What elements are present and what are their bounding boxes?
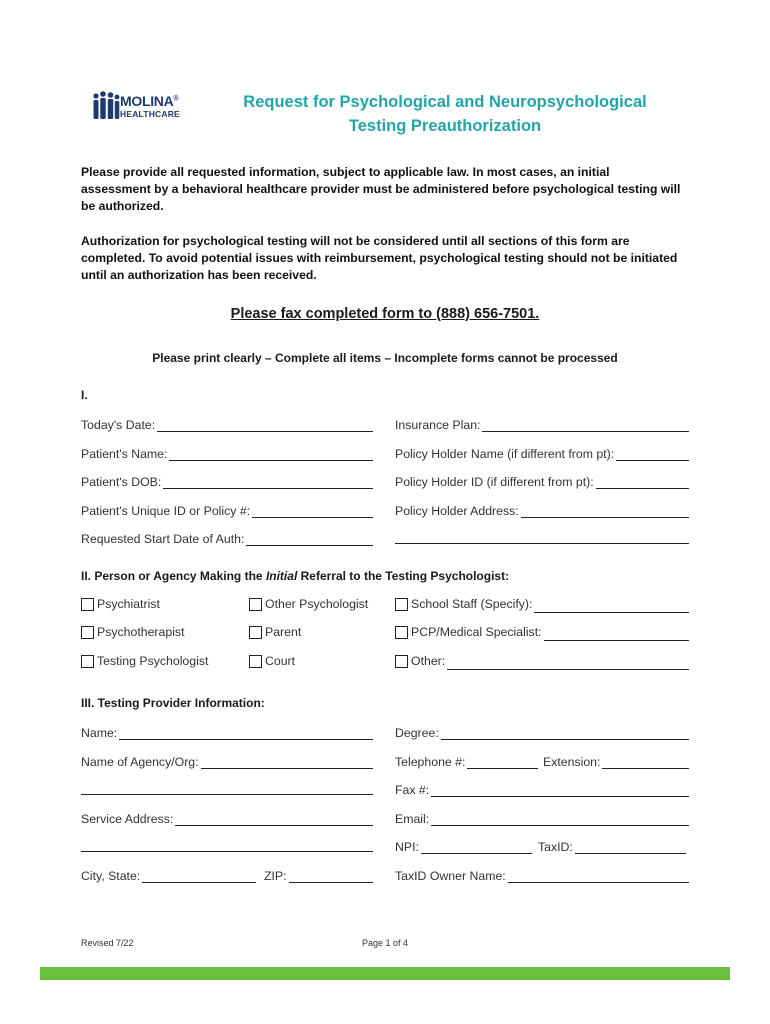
city-state-field[interactable] — [81, 865, 256, 883]
checkbox-other[interactable] — [395, 652, 689, 670]
address-continuation-line-2[interactable] — [81, 850, 373, 852]
input-line[interactable] — [163, 476, 373, 489]
checkbox-court[interactable] — [249, 652, 295, 670]
field-label: Patient's Unique ID or Policy #: — [81, 504, 251, 518]
policy-holder-id-field[interactable] — [395, 471, 689, 489]
checkbox-label: Other Psychologist — [265, 597, 369, 611]
input-line[interactable] — [534, 600, 689, 613]
telephone-field[interactable] — [395, 751, 538, 769]
npi-field[interactable] — [395, 836, 532, 854]
input-line[interactable] — [482, 419, 689, 432]
input-line[interactable] — [596, 476, 689, 489]
input-line[interactable] — [252, 505, 373, 518]
field-label: Today's Date: — [81, 418, 156, 432]
address-continuation-line[interactable] — [395, 542, 689, 544]
input-line[interactable] — [157, 419, 373, 432]
intro-paragraph-2: Authorization for psychological testing will not be considered until all sections of this form are completed. To avoid potential issues with reimbursement, psychological testing should not be initiated until an authorization has been received. — [81, 234, 678, 282]
field-label: Extension: — [543, 755, 601, 769]
molina-logo — [92, 90, 202, 122]
email-field[interactable] — [395, 808, 689, 826]
field-label: City, State: — [81, 869, 141, 883]
agency-continuation-line[interactable] — [81, 793, 373, 795]
checkbox-school-staff[interactable] — [395, 595, 689, 613]
input-line[interactable] — [431, 813, 689, 826]
field-label: Telephone #: — [395, 755, 466, 769]
todays-date-field[interactable] — [81, 414, 373, 432]
checkbox-testing-psychologist[interactable] — [81, 652, 208, 670]
page-number: Page 1 of 4 — [361, 938, 409, 948]
field-label: Policy Holder Address: — [395, 504, 519, 518]
input-line[interactable] — [246, 533, 373, 546]
heading-emphasis: Initial — [265, 569, 298, 583]
extension-field[interactable] — [543, 751, 689, 769]
patient-dob-field[interactable] — [81, 471, 373, 489]
input-line[interactable] — [508, 870, 689, 883]
checkbox-icon[interactable] — [395, 598, 408, 611]
field-label: TaxID: — [538, 840, 573, 854]
input-line[interactable] — [575, 841, 686, 854]
checkbox-other-psychologist[interactable] — [249, 595, 368, 613]
print-instruction: Please print clearly – Complete all items – Incomplete forms cannot be processed — [152, 351, 618, 365]
field-label: Policy Holder ID (if different from pt): — [395, 475, 594, 489]
input-line[interactable] — [521, 505, 689, 518]
checkbox-label: Court — [265, 654, 296, 668]
footer-color-bar — [40, 967, 730, 980]
agency-field[interactable] — [81, 751, 373, 769]
field-label: Requested Start Date of Auth: — [81, 532, 245, 546]
checkbox-label: Psychiatrist — [97, 597, 160, 611]
heading-part: II. Person or Agency Making the — [81, 569, 266, 583]
field-label: TaxID Owner Name: — [395, 869, 506, 883]
checkbox-label: School Staff (Specify): — [411, 597, 533, 611]
input-line[interactable] — [119, 727, 373, 740]
fax-instruction: Please fax completed form to (888) 656-7501. — [230, 306, 540, 322]
taxid-field[interactable] — [538, 836, 686, 854]
field-label: Degree: — [395, 726, 439, 740]
policy-holder-address-field[interactable] — [395, 500, 689, 518]
input-line[interactable] — [421, 841, 532, 854]
revised-date: Revised 7/22 — [81, 938, 134, 948]
input-line[interactable] — [175, 813, 373, 826]
patient-name-field[interactable] — [81, 443, 373, 461]
field-label: NPI: — [395, 840, 419, 854]
title-line-2: Testing Preauthorization — [348, 117, 542, 135]
input-line[interactable] — [602, 756, 689, 769]
checkbox-icon[interactable] — [81, 655, 94, 668]
input-line[interactable] — [447, 657, 689, 670]
field-label: Patient's DOB: — [81, 475, 162, 489]
checkbox-label: Parent — [265, 625, 302, 639]
section-2-heading — [81, 569, 509, 583]
service-address-field[interactable] — [81, 808, 373, 826]
people-logo-icon — [92, 90, 120, 120]
checkbox-icon[interactable] — [81, 626, 94, 639]
degree-field[interactable] — [395, 722, 689, 740]
checkbox-label: Other: — [411, 654, 446, 668]
taxid-owner-field[interactable] — [395, 865, 689, 883]
field-label: Fax #: — [395, 783, 430, 797]
checkbox-pcp[interactable] — [395, 623, 689, 641]
checkbox-icon[interactable] — [395, 626, 408, 639]
checkbox-psychiatrist[interactable] — [81, 595, 160, 613]
field-label: Name: — [81, 726, 118, 740]
requested-start-date-field[interactable] — [81, 528, 373, 546]
logo-subtitle: HEALTHCARE — [120, 109, 180, 119]
checkbox-label: PCP/Medical Specialist: — [411, 625, 542, 639]
checkbox-parent[interactable] — [249, 623, 301, 641]
checkbox-icon[interactable] — [81, 598, 94, 611]
field-label: Service Address: — [81, 812, 174, 826]
checkbox-icon[interactable] — [249, 655, 262, 668]
fax-field[interactable] — [395, 779, 689, 797]
title-line-1: Request for Psychological and Neuropsychological — [243, 93, 647, 111]
checkbox-label: Testing Psychologist — [97, 654, 209, 668]
checkbox-icon[interactable] — [249, 598, 262, 611]
form-title — [200, 90, 690, 138]
input-line[interactable] — [616, 448, 689, 461]
intro-paragraph-1: Please provide all requested information, subject to applicable law. In most cases, an initial assessment by a behavioral healthcare provider must be administered before psychological testing will be authorized. — [81, 165, 681, 213]
input-line[interactable] — [142, 870, 256, 883]
field-label: Insurance Plan: — [395, 418, 481, 432]
insurance-plan-field[interactable] — [395, 414, 689, 432]
section-3-heading: III. Testing Provider Information: — [81, 696, 265, 710]
field-label: Email: — [395, 812, 430, 826]
input-line[interactable] — [441, 727, 689, 740]
input-line[interactable] — [467, 756, 538, 769]
logo-wordmark: MOLINA® — [120, 93, 179, 109]
input-line[interactable] — [544, 628, 689, 641]
zip-field[interactable] — [264, 865, 373, 883]
checkbox-label: Psychotherapist — [97, 625, 185, 639]
field-label: ZIP: — [264, 869, 287, 883]
input-line[interactable] — [201, 756, 373, 769]
field-label: Name of Agency/Org: — [81, 755, 199, 769]
policy-holder-name-field[interactable] — [395, 443, 689, 461]
input-line[interactable] — [431, 784, 689, 797]
heading-part: Referral to the Testing Psychologist: — [297, 569, 510, 583]
field-label: Policy Holder Name (if different from pt): — [395, 447, 615, 461]
patient-unique-id-field[interactable] — [81, 500, 373, 518]
input-line[interactable] — [289, 870, 373, 883]
field-label: Patient's Name: — [81, 447, 168, 461]
checkbox-icon[interactable] — [395, 655, 408, 668]
provider-name-field[interactable] — [81, 722, 373, 740]
section-1-heading: I. — [81, 388, 88, 402]
checkbox-psychotherapist[interactable] — [81, 623, 185, 641]
checkbox-icon[interactable] — [249, 626, 262, 639]
input-line[interactable] — [169, 448, 373, 461]
